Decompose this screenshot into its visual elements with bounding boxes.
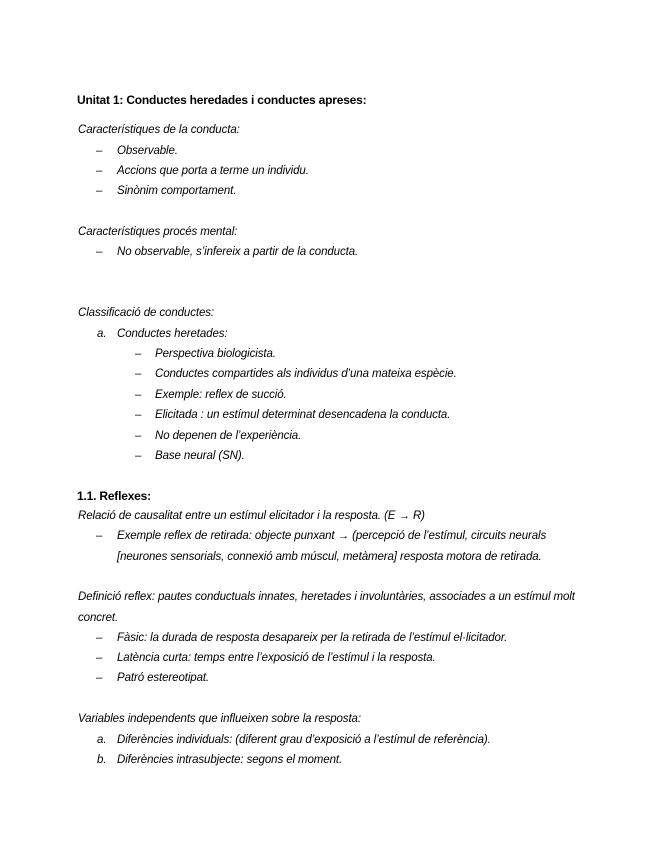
page-title: Unitat 1: Conductes heredades i conductes apreses: bbox=[77, 93, 367, 107]
bullet-dash: – bbox=[135, 389, 142, 401]
bullet-dash: – bbox=[135, 450, 142, 462]
list-item: Sinònim comportament. bbox=[117, 185, 237, 197]
list-item: Perspectiva biologicista. bbox=[155, 348, 276, 360]
list-item: Fàsic: la durada de resposta desapareix per la retirada de l’estímul el·licitador. bbox=[117, 632, 508, 644]
bullet-dash: – bbox=[96, 165, 103, 177]
bullet-dash: – bbox=[96, 632, 103, 644]
list-item: No depenen de l’experiència. bbox=[155, 430, 302, 442]
bullet-dash: – bbox=[96, 185, 103, 197]
list-item: Patró estereotipat. bbox=[117, 672, 210, 684]
sub-heading-heretades: Conductes heretades: bbox=[117, 328, 228, 340]
list-item: No observable, s’infereix a partir de la conducta. bbox=[117, 246, 359, 258]
section-heading-reflexes: 1.1. Reflexes: bbox=[77, 489, 151, 503]
section-heading-proces: Característiques procés mental: bbox=[78, 226, 238, 238]
list-item: Elicitada : un estímul determinat desencadena la conducta. bbox=[155, 409, 451, 421]
section-heading-classificacio: Classificació de conductes: bbox=[78, 307, 215, 319]
bullet-dash: – bbox=[135, 368, 142, 380]
list-item: Observable. bbox=[117, 145, 178, 157]
list-item: Base neural (SN). bbox=[155, 450, 245, 462]
bullet-dash: – bbox=[96, 530, 103, 542]
list-marker: b. bbox=[97, 754, 107, 766]
bullet-dash: – bbox=[96, 652, 103, 664]
list-item: Diferències individuals: (diferent grau d’exposició a l’estímul de referència). bbox=[117, 734, 491, 746]
list-item: Exemple: reflex de succió. bbox=[155, 389, 287, 401]
bullet-dash: – bbox=[135, 409, 142, 421]
section-heading-variables: Variables independents que influeixen sobre la resposta: bbox=[78, 713, 361, 725]
paragraph-relacio: Relació de causalitat entre un estímul elicitador i la resposta. (E → R) bbox=[78, 510, 425, 522]
list-item: Latència curta: temps entre l’exposició de l’estímul i la resposta. bbox=[117, 652, 436, 664]
list-item: Conductes compartides als individus d’una mateixa espècie. bbox=[155, 368, 457, 380]
list-item: Diferències intrasubjecte: segons el moment. bbox=[117, 754, 343, 766]
bullet-dash: – bbox=[96, 246, 103, 258]
list-marker: a. bbox=[97, 734, 107, 746]
list-item-exemple: Exemple reflex de retirada: objecte punxant → (percepció de l’estímul, circuits neurals [neurones sensorials, connexió amb múscul, metàmera] resposta motora de retirada. bbox=[117, 530, 547, 563]
bullet-dash: – bbox=[135, 430, 142, 442]
bullet-dash: – bbox=[135, 348, 142, 360]
section-heading-conducta: Característiques de la conducta: bbox=[78, 124, 240, 136]
bullet-dash: – bbox=[96, 672, 103, 684]
bullet-dash: – bbox=[96, 145, 103, 157]
list-marker: a. bbox=[97, 328, 107, 340]
paragraph-definicio: Definició reflex: pautes conductuals innates, heretades i involuntàries, associades a un estímul molt concret. bbox=[78, 591, 575, 624]
list-item: Accions que porta a terme un individu. bbox=[117, 165, 309, 177]
